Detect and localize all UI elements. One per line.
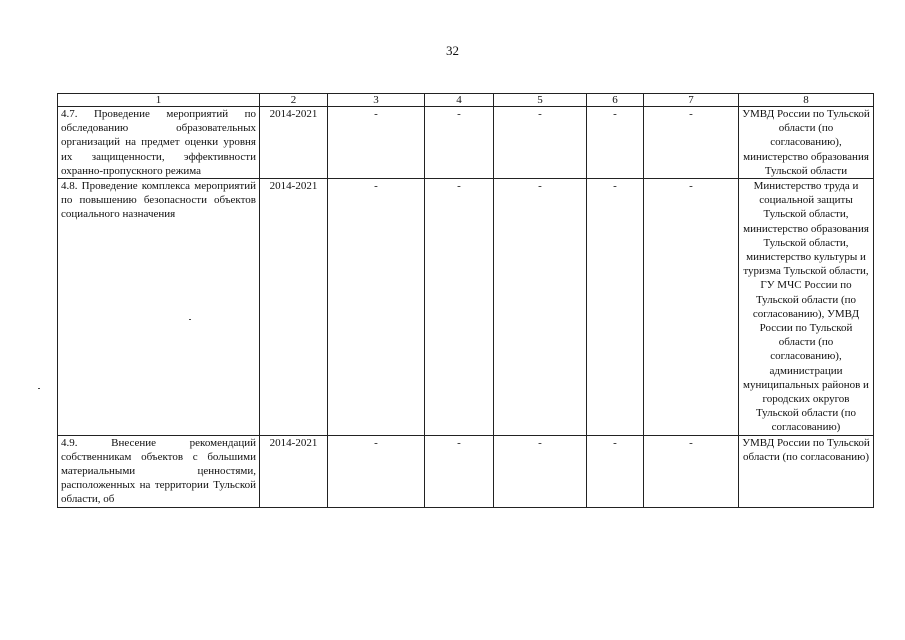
column-number: 5 xyxy=(494,94,587,107)
funding-cell: - xyxy=(587,107,644,179)
scan-speck xyxy=(38,388,40,389)
funding-cell: - xyxy=(328,435,425,507)
activity-description: 4.7. Проведение мероприятий по обследованию образовательных организаций на предмет оценки уровня их защищенности, эффективности охранно-пропускного режима xyxy=(58,107,260,179)
responsible-organization: УМВД России по Тульской области (по согласованию) xyxy=(739,435,874,507)
column-number-row xyxy=(58,94,874,107)
column-number: 2 xyxy=(260,94,328,107)
column-number: 4 xyxy=(425,94,494,107)
funding-cell: - xyxy=(587,179,644,436)
funding-cell: - xyxy=(328,107,425,179)
funding-cell: - xyxy=(494,179,587,436)
column-number: 7 xyxy=(644,94,739,107)
column-number: 6 xyxy=(587,94,644,107)
activity-period: 2014-2021 xyxy=(260,179,328,436)
activities-table xyxy=(57,93,874,508)
column-number: 3 xyxy=(328,94,425,107)
funding-cell: - xyxy=(425,179,494,436)
page-number: 32 xyxy=(446,43,459,58)
responsible-organization: Министерство труда и социальной защиты Тульской области, министерство образования Тульской области, министерство культуры и туризма Тульской области, ГУ МЧС России по Тульской области (по согласованию), УМВД России по Тульской области (по согласованию), администрации муниципальных районов и городских округов Тульской области (по согласованию) xyxy=(739,179,874,436)
funding-cell: - xyxy=(494,435,587,507)
funding-cell: - xyxy=(644,107,739,179)
column-number: 8 xyxy=(739,94,874,107)
column-number: 1 xyxy=(58,94,260,107)
table-row xyxy=(58,107,874,179)
activity-period: 2014-2021 xyxy=(260,107,328,179)
funding-cell: - xyxy=(425,435,494,507)
funding-cell: - xyxy=(425,107,494,179)
funding-cell: - xyxy=(644,435,739,507)
funding-cell: - xyxy=(587,435,644,507)
activity-description: 4.8. Проведение комплекса мероприятий по повышению безопасности объектов социального назначения xyxy=(58,179,260,436)
funding-cell: - xyxy=(644,179,739,436)
responsible-organization: УМВД России по Тульской области (по согласованию), министерство образования Тульской области xyxy=(739,107,874,179)
table-row xyxy=(58,179,874,436)
scan-speck xyxy=(189,319,191,320)
activity-description: 4.9. Внесение рекомендаций собственникам объектов с большими материальными ценностями, расположенных на территории Тульской области, об xyxy=(58,435,260,507)
table-row xyxy=(58,435,874,507)
funding-cell: - xyxy=(494,107,587,179)
activity-period: 2014-2021 xyxy=(260,435,328,507)
funding-cell: - xyxy=(328,179,425,436)
